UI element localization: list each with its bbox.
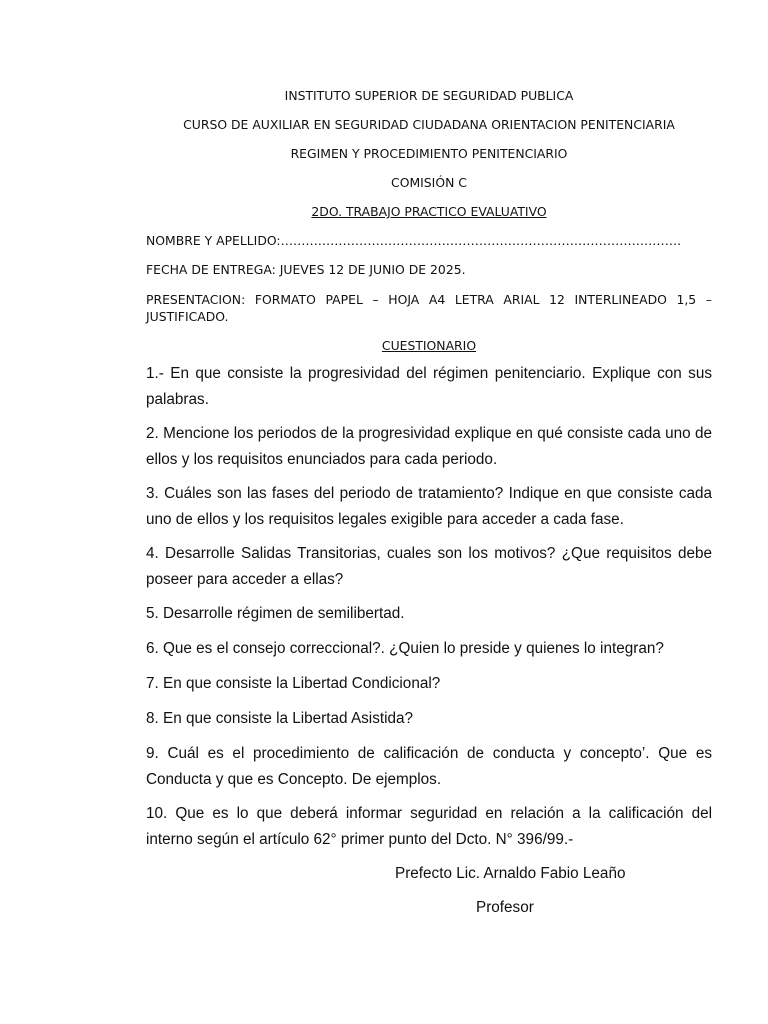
name-field: NOMBRE Y APELLIDO:……………………………………………………………………………………. (146, 233, 682, 248)
course-title: CURSO DE AUXILIAR EN SEGURIDAD CIUDADANA ORIENTACION PENITENCIARIA (183, 117, 675, 132)
question-1: 1.- En que consiste la progresividad del régimen penitenciario. Explique con sus palabras. (146, 365, 712, 408)
presentation-requirements: PRESENTACION: FORMATO PAPEL – HOJA A4 LETRA ARIAL 12 INTERLINEADO 1,5 – JUSTIFICADO. (146, 292, 712, 324)
question-10: 10. Que es lo que deberá informar seguridad en relación a la calificación del interno según el artículo 62° primer punto del Dcto. N° 396/99.- (146, 805, 712, 848)
subject-title: REGIMEN Y PROCEDIMIENTO PENITENCIARIO (290, 146, 568, 161)
question-4: 4. Desarrolle Salidas Transitorias, cuales son los motivos? ¿Que requisitos debe poseer para acceder a ellas? (146, 545, 712, 588)
questionnaire-title: CUESTIONARIO (381, 338, 477, 353)
question-8: 8. En que consiste la Libertad Asistida? (146, 710, 414, 727)
due-date: FECHA DE ENTREGA: JUEVES 12 DE JUNIO DE 2025. (146, 262, 466, 277)
institute-title: INSTITUTO SUPERIOR DE SEGURIDAD PUBLICA (284, 88, 574, 103)
signature-name: Prefecto Lic. Arnaldo Fabio Leaño (395, 865, 626, 882)
assignment-title: 2DO. TRABAJO PRACTICO EVALUATIVO (311, 204, 547, 219)
commission-label: COMISIÓN C (391, 175, 467, 190)
question-6: 6. Que es el consejo correccional?. ¿Quien lo preside y quienes lo integran? (146, 640, 664, 657)
question-5: 5. Desarrolle régimen de semilibertad. (146, 605, 405, 622)
question-7: 7. En que consiste la Libertad Condicional? (146, 675, 441, 692)
question-3: 3. Cuáles son las fases del periodo de tratamiento? Indique en que consiste cada uno de ellos y los requisitos legales exigible para acceder a cada fase. (146, 485, 712, 528)
question-9: 9. Cuál es el procedimiento de calificación de conducta y concepto’. Que es Conducta y que es Concepto. De ejemplos. (146, 745, 712, 788)
signature-role: Profesor (476, 899, 534, 916)
question-2: 2. Mencione los periodos de la progresividad explique en qué consiste cada uno de ellos y los requisitos enunciados para cada periodo. (146, 425, 712, 468)
